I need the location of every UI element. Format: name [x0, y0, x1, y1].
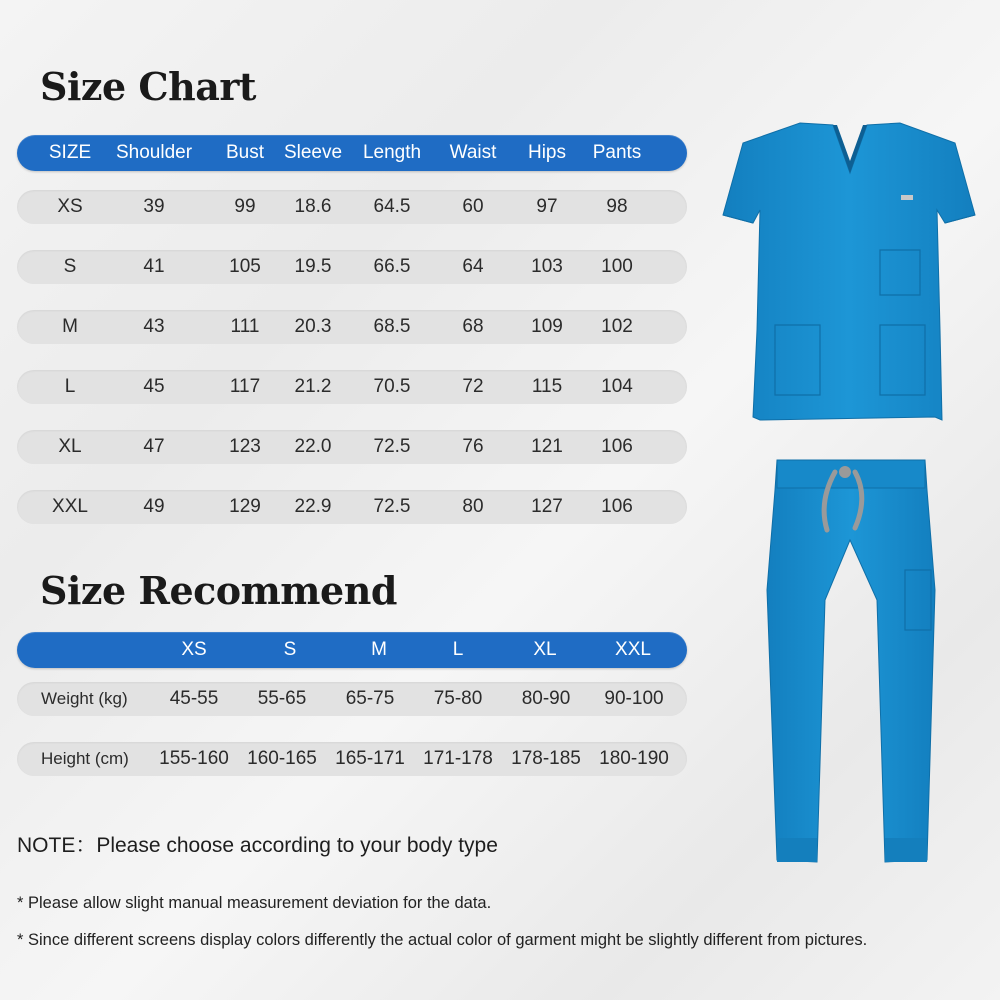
size-chart-title: Size Chart — [40, 64, 256, 109]
cell-height-s: 160-165 — [247, 748, 317, 769]
cell-length: 72.5 — [373, 496, 411, 517]
cell-hips: 109 — [531, 316, 563, 337]
cell-size: S — [63, 256, 77, 277]
cell-bust: 99 — [234, 196, 256, 217]
cell-sleeve: 21.2 — [294, 376, 332, 397]
header-xs: XS — [181, 639, 207, 660]
cell-bust: 111 — [230, 316, 260, 337]
disclaimer-measurement: * Please allow slight manual measurement deviation for the data. — [17, 894, 492, 912]
cell-bust: 105 — [229, 256, 261, 277]
cell-length: 72.5 — [373, 436, 411, 457]
size-row-m — [17, 310, 687, 344]
cell-size: XXL — [52, 496, 88, 517]
cell-size: XL — [58, 436, 82, 457]
cell-bust: 129 — [229, 496, 261, 517]
cell-weight-m: 65-75 — [345, 688, 395, 709]
cell-sleeve: 22.9 — [294, 496, 332, 517]
header-shoulder: Shoulder — [115, 142, 193, 163]
cell-bust: 117 — [229, 376, 261, 397]
cell-length: 70.5 — [373, 376, 411, 397]
cell-waist: 68 — [462, 316, 484, 337]
cell-weight-xxl: 90-100 — [604, 688, 664, 709]
cell-height-m: 165-171 — [335, 748, 405, 769]
cell-weight-xs: 45-55 — [169, 688, 219, 709]
cell-weight-l: 75-80 — [433, 688, 483, 709]
cell-hips: 121 — [531, 436, 563, 457]
cell-sleeve: 20.3 — [294, 316, 332, 337]
header-hips: Hips — [527, 142, 567, 163]
cell-sleeve: 22.0 — [294, 436, 332, 457]
header-m: M — [371, 639, 387, 660]
recommend-row-weight — [17, 682, 687, 716]
cell-height-l: 171-178 — [423, 748, 493, 769]
cell-waist: 60 — [462, 196, 484, 217]
header-s: S — [283, 639, 297, 660]
size-row-xl — [17, 430, 687, 464]
cell-waist: 80 — [462, 496, 484, 517]
cell-shoulder: 45 — [143, 376, 165, 397]
cell-height-xl: 178-185 — [511, 748, 581, 769]
cell-waist: 72 — [462, 376, 484, 397]
cell-size: XS — [57, 196, 83, 217]
cell-hips: 127 — [531, 496, 563, 517]
cell-length: 66.5 — [373, 256, 411, 277]
cell-shoulder: 47 — [143, 436, 165, 457]
header-size: SIZE — [48, 142, 92, 163]
cell-size: L — [64, 376, 76, 397]
scrub-pants-right-cuff — [885, 838, 927, 862]
cell-pants: 106 — [601, 496, 633, 517]
recommend-row-height — [17, 742, 687, 776]
size-row-s — [17, 250, 687, 284]
header-waist: Waist — [449, 142, 497, 163]
cell-bust: 123 — [229, 436, 261, 457]
header-sleeve: Sleeve — [283, 142, 343, 163]
cell-waist: 76 — [462, 436, 484, 457]
row-label-height: Height (cm) — [41, 749, 129, 768]
header-length: Length — [362, 142, 422, 163]
header-pants: Pants — [592, 142, 642, 163]
cell-pants: 104 — [601, 376, 633, 397]
cell-height-xxl: 180-190 — [599, 748, 669, 769]
scrub-pants-body — [767, 460, 935, 862]
scrub-top-label-tag — [901, 195, 913, 200]
cell-sleeve: 18.6 — [294, 196, 332, 217]
scrub-pants-image — [755, 450, 945, 890]
cell-hips: 115 — [531, 376, 563, 397]
size-row-l — [17, 370, 687, 404]
body-type-note: NOTE：Please choose according to your body type — [17, 834, 498, 857]
cell-shoulder: 49 — [143, 496, 165, 517]
scrub-pants-waistband — [777, 460, 925, 488]
scrub-pants-left-cuff — [777, 838, 817, 862]
header-bust: Bust — [225, 142, 265, 163]
size-recommend-title: Size Recommend — [40, 568, 397, 613]
cell-shoulder: 43 — [143, 316, 165, 337]
disclaimer-color: * Since different screens display colors differently the actual color of garment might be slightly different from pictures. — [17, 931, 868, 949]
size-row-xs — [17, 190, 687, 224]
cell-length: 68.5 — [373, 316, 411, 337]
scrub-top-image — [705, 115, 995, 435]
cell-weight-xl: 80-90 — [521, 688, 571, 709]
cell-sleeve: 19.5 — [294, 256, 332, 277]
cell-pants: 100 — [601, 256, 633, 277]
size-chart-header — [17, 135, 687, 171]
cell-waist: 64 — [462, 256, 484, 277]
size-recommend-header — [17, 632, 687, 668]
cell-shoulder: 39 — [143, 196, 165, 217]
row-label-weight: Weight (kg) — [41, 689, 128, 708]
cell-pants: 102 — [601, 316, 633, 337]
cell-pants: 98 — [606, 196, 628, 217]
cell-size: M — [62, 316, 78, 337]
cell-weight-s: 55-65 — [257, 688, 307, 709]
cell-height-xs: 155-160 — [159, 748, 229, 769]
cell-pants: 106 — [601, 436, 633, 457]
cell-length: 64.5 — [373, 196, 411, 217]
cell-hips: 103 — [531, 256, 563, 277]
header-l: L — [452, 639, 464, 660]
cell-shoulder: 41 — [143, 256, 165, 277]
size-row-xxl — [17, 490, 687, 524]
header-xl: XL — [533, 639, 557, 660]
cell-hips: 97 — [536, 196, 558, 217]
header-xxl: XXL — [615, 639, 651, 660]
